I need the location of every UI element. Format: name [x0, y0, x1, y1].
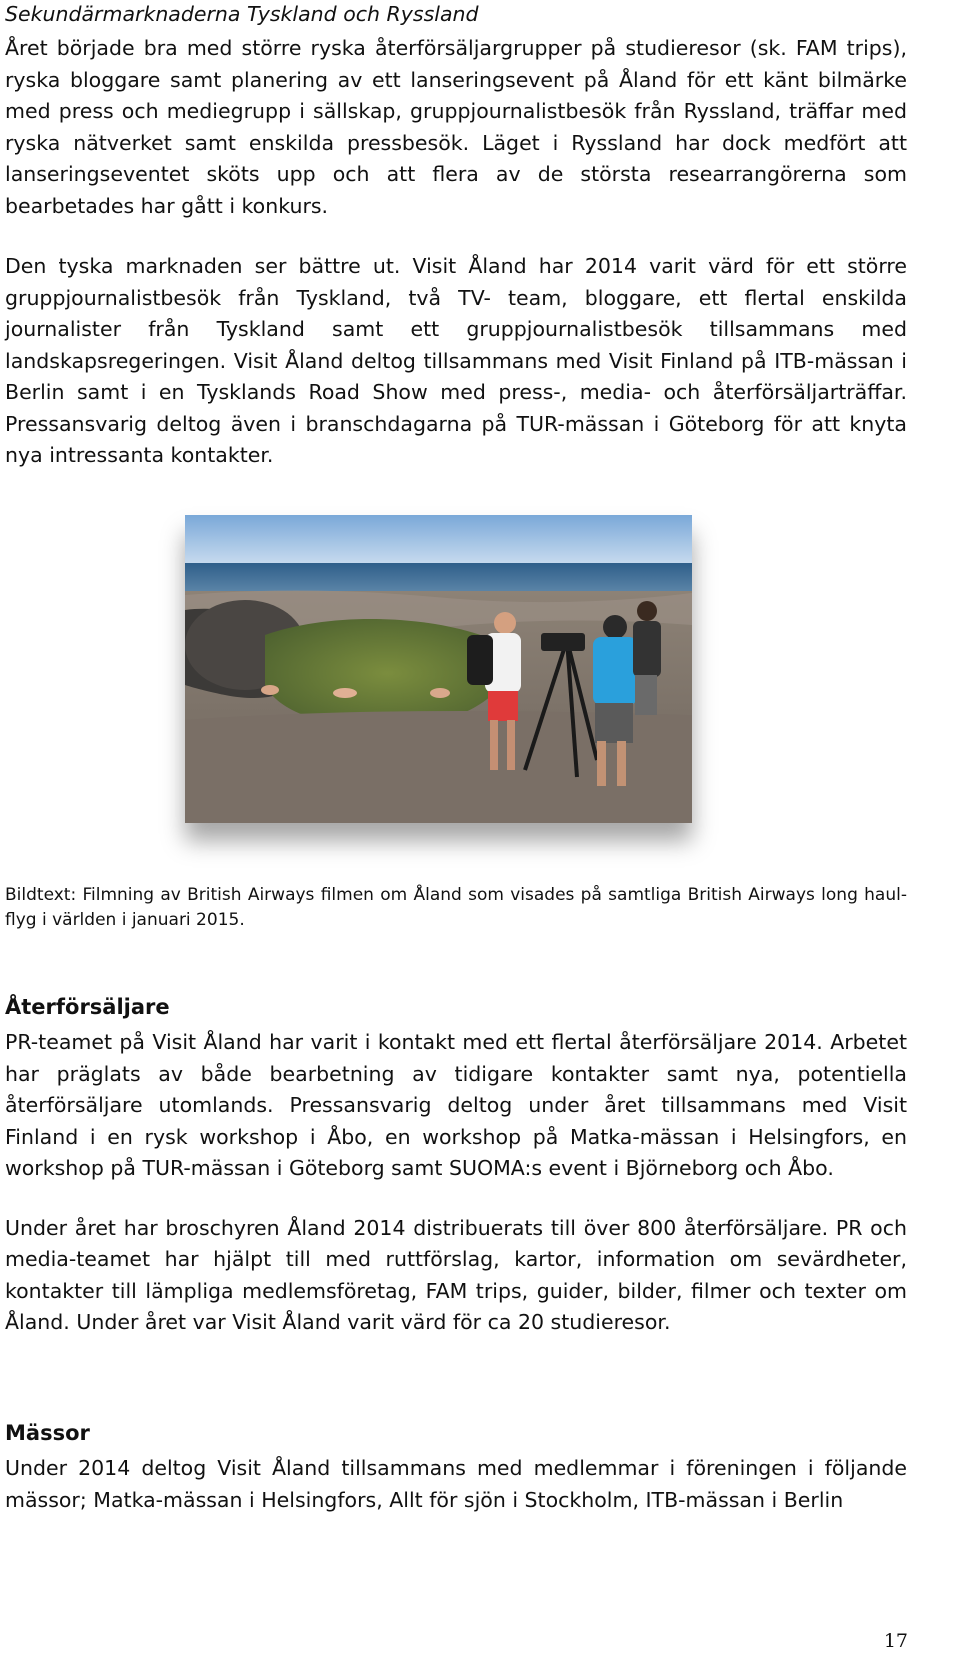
section-heading-resellers: Återförsäljare: [5, 995, 170, 1019]
section-heading-fairs: Mässor: [5, 1421, 90, 1445]
photo-caption-block: [5, 883, 907, 933]
photo-image: [185, 515, 692, 823]
photo-caption: Bildtext: Filmning av British Airways filmen om Åland som visades på samtliga British Airways long haul-flyg i världen i januari 2015.: [5, 885, 907, 930]
paragraph-resellers-contacts: PR-teamet på Visit Åland har varit i kontakt med ett flertal återförsäljare 2014. Arbetet har präglats av både bearbetning av tidigare kontakter samt nya, potentiella återförsäljare utomlands. Pressansvarig deltog under året tillsammans med Visit Finland i en rysk workshop i Åbo, en workshop på Matka-mässan i Helsingfors, en workshop på TUR-mässan i Göteborg samt SUOMA:s event i Björneborg och Åbo.: [5, 1030, 907, 1180]
section-secondary-markets: [5, 0, 907, 472]
section-heading-secondary-markets: Sekundärmarknaderna Tyskland och Ryssland: [5, 2, 479, 26]
page-number: 17: [883, 1630, 908, 1652]
paragraph-russia: Året började bra med större ryska återförsäljargrupper på studieresor (sk. FAM trips), ryska bloggare samt planering av ett lanseringsevent på Åland för ett känt bilmärke med press och mediegrupp i sällskap, gruppjournalistbesök från Ryssland, träffar med ryska nätverket samt enskilda pressbesök. Läget i Ryssland har dock medfört att lanseringseventet sköts upp och att flera av de största researrangörerna som bearbetades har gått i konkurs.: [5, 36, 907, 218]
section-resellers: [5, 992, 907, 1339]
section-fairs: [5, 1418, 907, 1516]
paragraph-brochure: Under året har broschyren Åland 2014 distribuerats till över 800 återförsäljare. PR och media-teamet har hjälpt till med ruttförslag, kartor, information om sevärdheter, kontakter till lämpliga medlemsföretag, FAM trips, guider, bilder, filmer och texter om Åland. Under året var Visit Åland varit värd för ca 20 studieresor.: [5, 1215, 907, 1334]
paragraph-fairs: Under 2014 deltog Visit Åland tillsammans med medlemmar i föreningen i följande mässor; Matka-mässan i Helsingfors, Allt för sjön i Stockholm, ITB-mässan i Berlin: [5, 1456, 907, 1512]
paragraph-germany: Den tyska marknaden ser bättre ut. Visit Åland har 2014 varit värd för ett större gruppjournalistbesök från Tyskland, två TV- team, bloggare, ett flertal enskilda journalister från Tyskland samt ett gruppjournalistbesök tillsammans med landskapsregeringen. Visit Åland deltog tillsammans med Visit Finland på ITB-mässan i Berlin samt i en Tysklands Road Show med press-, media- och återförsäljarträffar. Pressansvarig deltog även i branschdagarna på TUR-mässan i Göteborg för att knyta nya intressanta kontakter.: [5, 254, 907, 467]
photo-filming: [185, 515, 692, 823]
